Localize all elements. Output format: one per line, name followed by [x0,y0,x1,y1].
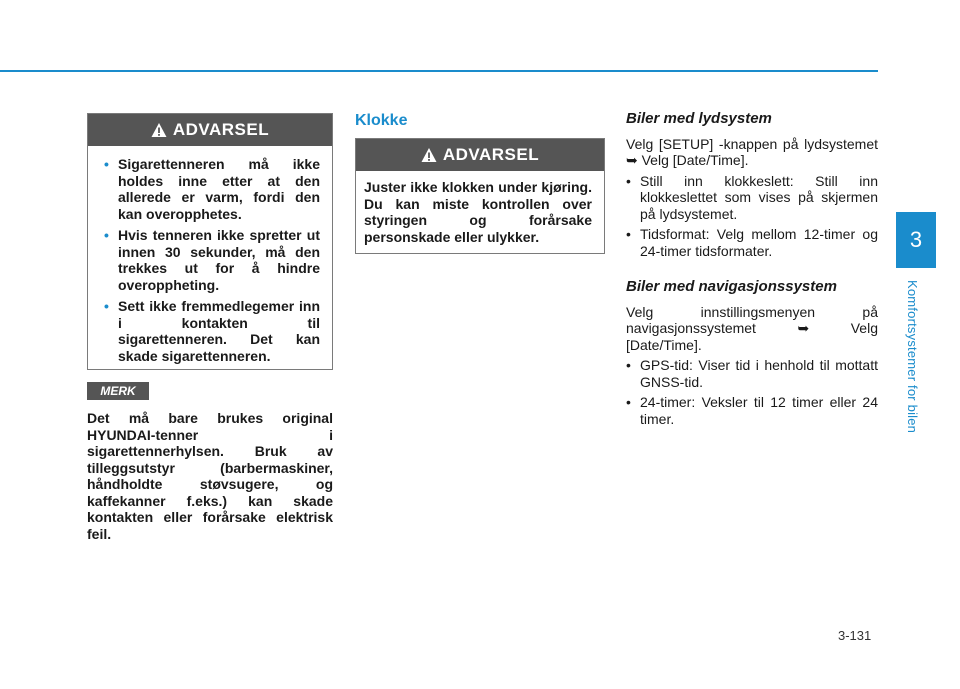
navigation-item: • 24-timer: Veksler til 12 timer eller 24 timer. [626,394,878,427]
warning-text: Juster ikke klokken under kjøring. Du kan miste kontrollen over styringen og forårsake personskade eller ulykker. [364,179,592,245]
warning-item: • Hvis tenneren ikke spretter ut innen 30 sekunder, må den trekkes ut for å hindre overoppheting. [104,227,320,293]
bullet-icon: • [104,156,109,172]
warning-body [356,171,604,253]
navigation-section [626,279,878,431]
audio-title: Biler med lydsystem [626,110,772,127]
warning-item: • Sigarettenneren må ikke holdes inne etter at den allerede er varm, fordi den kan overopphetes. [104,156,320,222]
header-rule [0,70,878,72]
chapter-label: Komfortsystemer for bilen [905,280,920,434]
note-badge: MERK [87,382,149,400]
bullet-icon: • [104,298,109,314]
warning-header [356,139,604,171]
chapter-number: 3 [909,227,923,252]
page-number: 3-131 [838,628,872,643]
audio-section [626,111,878,263]
audio-intro: Velg [SETUP] -knappen på lydsystemet ➥ Velg [Date/Time]. [626,135,878,168]
audio-item: • Tidsformat: Velg mellom 12-timer og 24-timer tidsformater. [626,226,878,259]
audio-item: • Still inn klokkeslett: Still inn klokkeslettet som vises på skjermen på lydsystemet. [626,172,878,222]
warning-triangle-icon [421,147,437,163]
navigation-intro: Velg innstillingsmenyen på navigasjonssystemet ➥ Velg [Date/Time]. [626,303,878,353]
warning-title: ADVARSEL [172,120,270,139]
bullet-icon: • [626,357,631,373]
bullet-icon: • [626,172,631,189]
note-text: Det må bare brukes original HYUNDAI-tenner i sigarettennerhylsen. Bruk av tilleggsutstyr (barbermaskiner, håndholdte støvsugere, og kaffekanner f.eks.) kan skade kontakten eller forårsake elektrisk feil. [87,410,333,542]
bullet-icon: • [626,226,631,242]
bullet-icon: • [104,227,109,243]
chapter-tab [896,212,936,268]
bullet-icon: • [626,394,631,410]
warning-triangle-icon [151,122,167,138]
clock-warning [355,138,605,254]
navigation-title: Biler med navigasjonssystem [626,278,837,295]
warning-item: • Sett ikke fremmedlegemer inn i kontakten til sigarettenneren. Det kan skade sigarettenneren. [104,298,320,364]
section-title-klokke: Klokke [355,112,408,129]
warning-header [88,114,332,146]
warning-body [88,146,332,377]
navigation-item: • GPS-tid: Viser tid i henhold til mottatt GNSS-tid. [626,357,878,390]
cigarette-lighter-warning [87,113,333,370]
warning-title: ADVARSEL [442,145,540,164]
